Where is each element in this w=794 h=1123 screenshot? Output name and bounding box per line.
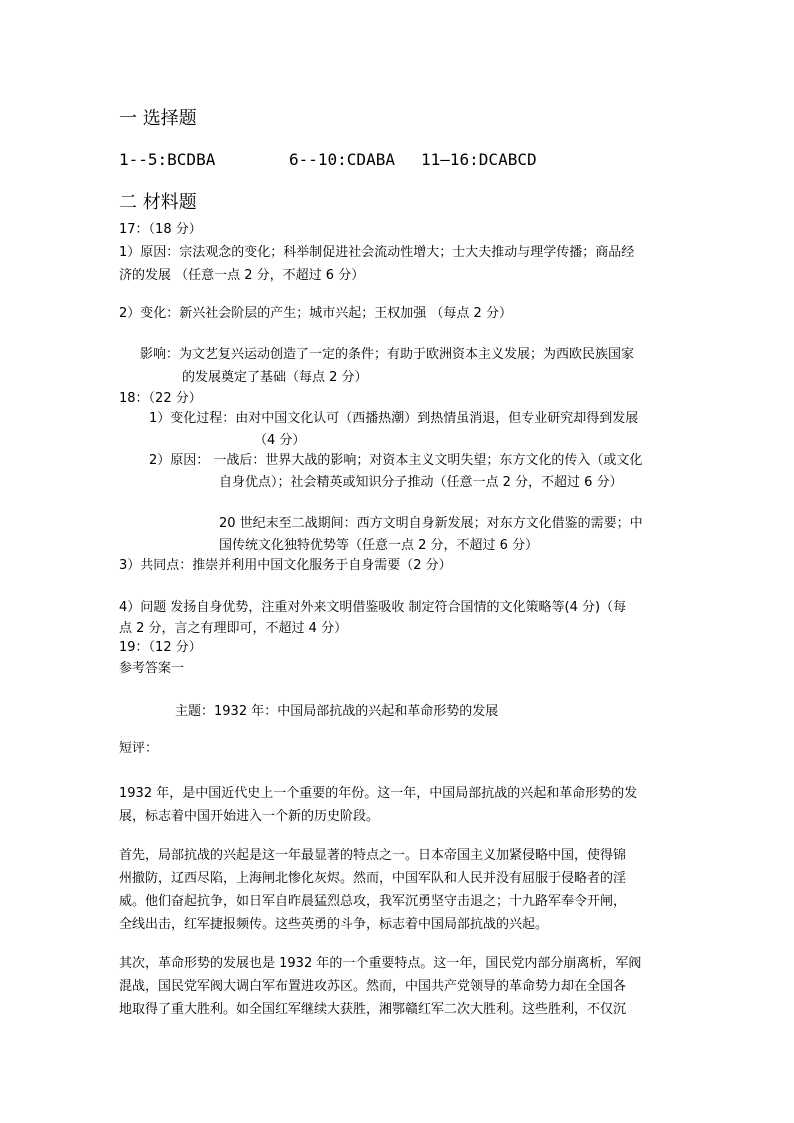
q19-para3-line2: 混战，国民党军阀大调白军布置进攻苏区。然而，中国共产党领导的革命势力却在全国各 (119, 979, 627, 994)
q18-point3: 3）共同点：推崇并利用中国文化服务于自身需要（2 分） (119, 558, 452, 573)
q19-para2-line4: 全线出击，红军捷报频传。这些英勇的斗争，标志着中国局部抗战的兴起。 (119, 917, 549, 932)
q17-point3-line2: 的发展奠定了基础（每点 2 分） (182, 370, 368, 385)
q19-para3-line1: 其次，革命形势的发展也是 1932 年的一个重要特点。这一年，国民党内部分崩离析，军阀 (119, 956, 642, 971)
q17-point2: 2）变化：新兴社会阶层的产生；城市兴起；王权加强 （每点 2 分） (119, 306, 512, 321)
q18-point1-line1: 1）变化过程：由对中国文化认可（西播热潮）到热情虽消退，但专业研究却得到发展 (149, 411, 639, 426)
q18-point4-line1: 4）问题 发扬自身优势，注重对外来文明借鉴吸收 制定符合国情的文化策略等(4 分)（每 (119, 600, 627, 615)
q19-theme: 主题：1932 年：中国局部抗战的兴起和革命形势的发展 (175, 704, 499, 719)
q17-point1-line1: 1）原因：宗法观念的变化；科举制促进社会流动性增大；士大夫推动与理学传播；商品经 (119, 245, 635, 260)
q18-point2-line2: 自身优点）；社会精英或知识分子推动（任意一点 2 分，不超过 6 分） (219, 475, 623, 490)
q19-para1-line2: 展，标志着中国开始进入一个新的历史阶段。 (119, 809, 380, 824)
q19-para3-line3: 地取得了重大胜利。如全国红军继续大获胜，湘鄂赣红军二次大胜利。这些胜利，不仅沉 (119, 1002, 627, 1017)
q17-point1-line2: 济的发展 （任意一点 2 分，不超过 6 分） (119, 268, 365, 283)
section-heading-material: 二 材料题 (119, 192, 197, 213)
answer-group-3: 11—16:DCABCD (421, 150, 537, 169)
q18-point2-line4: 国传统文化独特优势等（任意一点 2 分，不超过 6 分） (219, 538, 539, 553)
section-heading-choice: 一 选择题 (119, 108, 197, 129)
answer-group-2: 6--10:CDABA (289, 150, 395, 169)
q17-point3-line1: 影响：为文艺复兴运动创造了一定的条件；有助于欧洲资本主义发展；为西欧民族国家 (140, 347, 635, 362)
q17-title: 17：（18 分） (119, 222, 202, 237)
q19-title: 19：（12 分） (119, 640, 202, 655)
q19-para1-line1: 1932 年，是中国近代史上一个重要的年份。这一年，中国局部抗战的兴起和革命形势的发 (119, 786, 638, 801)
q19-comment-label: 短评： (119, 741, 159, 756)
q19-para2-line2: 州撤防，辽西尽陷，上海闸北惨化灰烬。然而，中国军队和人民并没有屈服于侵略者的淫 (119, 871, 627, 886)
answer-group-1: 1--5:BCDBA (119, 150, 216, 169)
q18-point4-line2: 点 2 分，言之有理即可，不超过 4 分） (119, 621, 348, 636)
q18-title: 18：（22 分） (119, 391, 202, 406)
q18-point2-line1: 2）原因： 一战后：世界大战的影响；对资本主义文明失望；东方文化的传入（或文化 (149, 453, 643, 468)
q19-para2-line1: 首先，局部抗战的兴起是这一年最显著的特点之一。日本帝国主义加紧侵略中国，使得锦 (119, 848, 627, 863)
q18-point2-line3: 20 世纪末至二战期间：西方文明自身新发展；对东方文化借鉴的需要；中 (219, 516, 643, 531)
q19-reference-label: 参考答案一 (119, 661, 185, 676)
q18-point1-line2: （4 分） (254, 433, 306, 448)
q19-para2-line3: 威。他们奋起抗争，如日军自昨晨猛烈总攻，我军沉勇坚守击退之；十九路军奉令开闸， (119, 894, 627, 909)
